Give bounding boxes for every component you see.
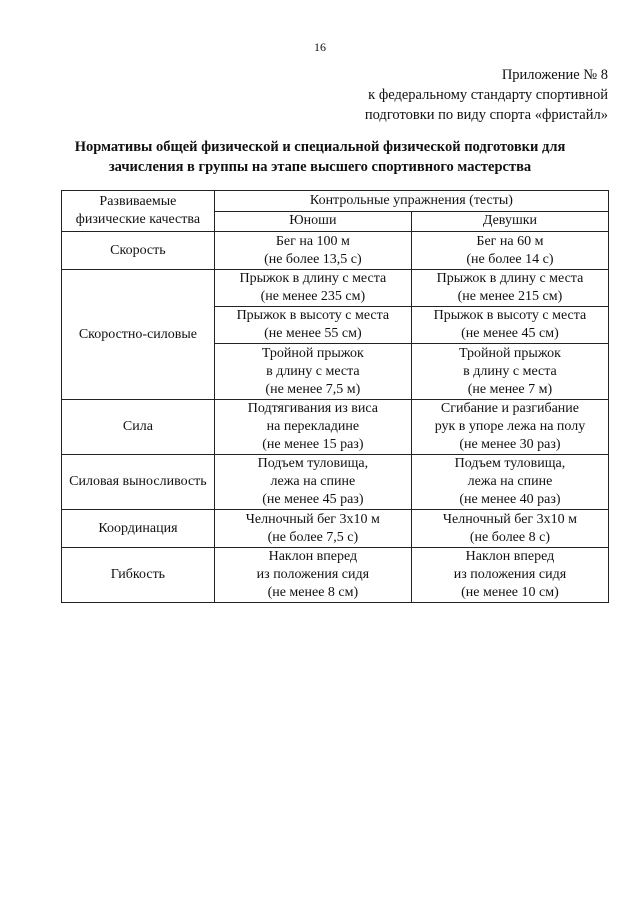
girls-header: Девушки [411,211,608,232]
table-row [62,455,609,510]
quality-cell: Гибкость [62,548,215,603]
norm-line: Челночный бег 3x10 м [442,511,578,527]
girls-norm-cell [411,307,608,344]
quality-cell: Силовая выносливость [62,455,215,510]
boys-norm-cell [214,455,411,510]
title-line: зачисления в группы на этапе высшего спортивного мастерства [108,159,532,175]
norm-line: (не менее 15 раз) [262,437,364,452]
table-row [62,270,609,307]
norm-line: рук в упоре лежа на полу [434,419,586,434]
table-header-row [62,191,609,212]
norm-line: Подъем туловища, [454,456,566,471]
norm-line: Прыжок в высоту с места [236,308,390,323]
norm-line: Бег на 100 м [275,233,350,249]
table-row [62,510,609,548]
norm-line: Челночный бег 3x10 м [245,511,380,527]
appendix-line: к федеральному стандарту спортивной [368,87,608,103]
quality-header [62,191,215,232]
girls-norm-cell [411,344,608,400]
norm-line: Наклон вперед [268,549,358,564]
quality-cell: Скорость [62,232,215,270]
girls-norm-cell [411,548,608,603]
norm-line: Прыжок в длину с места [436,271,584,286]
norm-line: в длину с места [266,363,360,379]
norm-line: лежа на спине [270,474,356,489]
girls-norm-cell [411,400,608,455]
boys-header: Юноши [214,211,411,232]
norm-line: (не менее 215 см) [457,289,563,304]
page-number: 16 [314,40,326,54]
quality-header-line: физические качества [75,212,201,227]
quality-cell: Скоростно-силовые [62,270,215,400]
boys-norm-cell [214,400,411,455]
tests-header: Контрольные упражнения (тесты) [214,191,608,212]
boys-norm-cell [214,344,411,400]
appendix-note [248,65,608,125]
norm-line: Прыжок в длину с места [239,271,387,286]
title-line: Нормативы общей физической и специальной физической подготовки для [74,139,566,155]
norm-line: (не менее 45 см) [461,326,559,341]
quality-header-line: Развиваемые [99,194,177,209]
norm-line: Прыжок в высоту с места [433,308,587,323]
boys-norm-cell [214,232,411,270]
norm-line: Подтягивания из виса [247,401,378,416]
norm-line: (не более 8 с) [469,529,550,545]
norm-line: лежа на спине [467,474,553,489]
document-title [40,137,600,177]
quality-cell: Сила [62,400,215,455]
girls-norm-cell [411,232,608,270]
norm-line: (не менее 45 раз) [262,492,364,507]
norm-line: Тройной прыжок [458,345,561,361]
girls-norm-cell [411,510,608,548]
norm-line: на перекладине [266,419,360,434]
norm-line: (не более 14 с) [466,251,554,267]
norm-line: (не более 7,5 с) [267,529,359,545]
norm-line: в длину с места [463,363,557,379]
norm-line: из положения сидя [453,567,567,582]
norm-line: Наклон вперед [465,549,555,564]
table-row [62,400,609,455]
norm-line: из положения сидя [256,567,370,582]
girls-norm-cell [411,270,608,307]
norms-table [61,190,609,603]
girls-norm-cell [411,455,608,510]
norm-line: (не менее 8 см) [267,585,359,600]
table-row [62,548,609,603]
norm-line: Бег на 60 м [476,233,544,249]
norm-line: (не менее 235 см) [260,289,366,304]
norm-line: Сгибание и разгибание [440,401,580,416]
boys-norm-cell [214,510,411,548]
norm-line: (не менее 55 см) [264,326,362,341]
norm-line: (не более 13,5 с) [264,251,362,267]
norm-line: (не менее 10 см) [461,585,559,600]
appendix-line: Приложение № 8 [501,67,608,83]
boys-norm-cell [214,307,411,344]
norm-line: (не менее 30 раз) [459,437,561,452]
norm-line: (не менее 7,5 м) [265,381,361,397]
quality-cell: Координация [62,510,215,548]
norm-line: Подъем туловища, [257,456,369,471]
norm-line: (не менее 7 м) [467,381,553,397]
appendix-line: подготовки по виду спорта «фристайл» [364,107,608,123]
table-row [62,232,609,270]
norm-line: Тройной прыжок [261,345,364,361]
norm-line: (не менее 40 раз) [459,492,561,507]
boys-norm-cell [214,548,411,603]
boys-norm-cell [214,270,411,307]
